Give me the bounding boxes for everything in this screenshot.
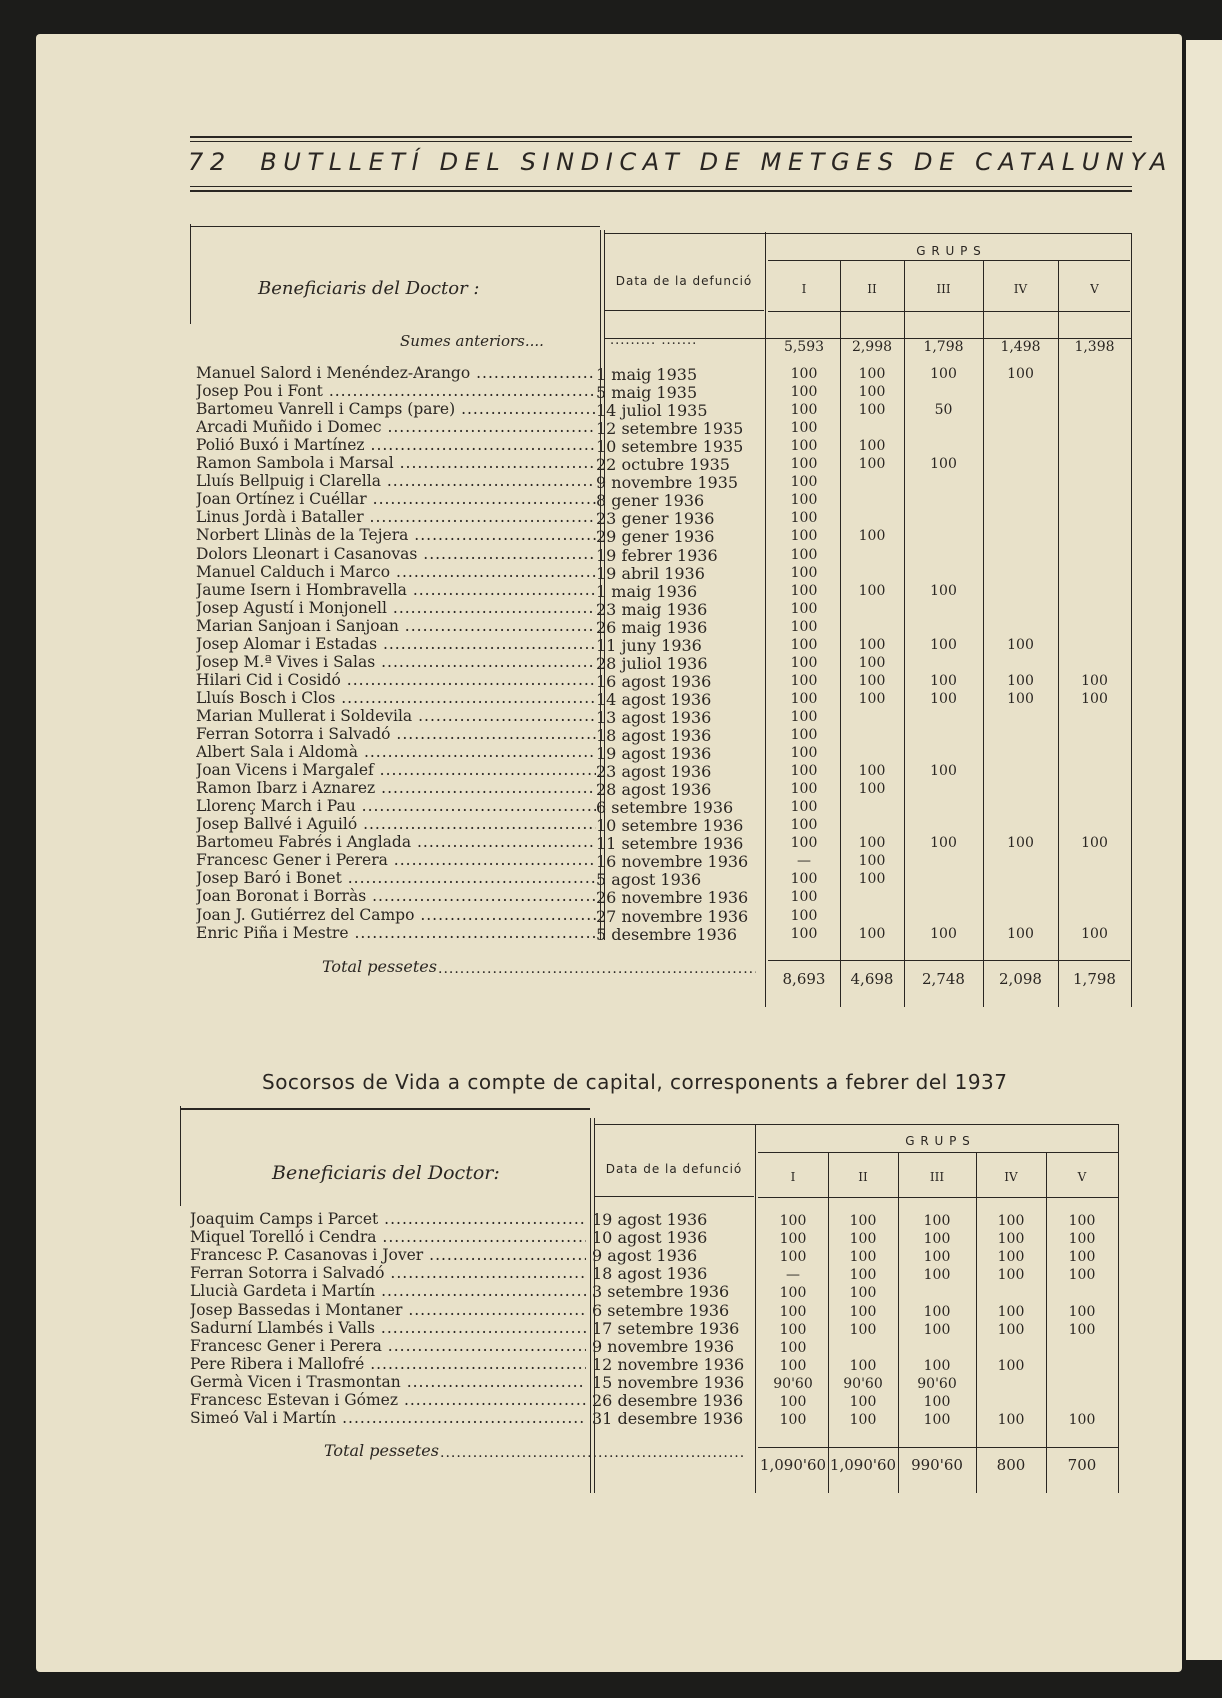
group-header: II — [867, 282, 877, 296]
group-header: I — [801, 282, 807, 296]
death-date: 28 agost 1936 — [596, 780, 712, 800]
group-header: V — [1077, 1170, 1087, 1184]
group-amount: 100 — [790, 763, 818, 780]
beneficiary-name: Llorenç March i Pau ..... — [196, 797, 596, 815]
death-date: 18 agost 1936 — [592, 1264, 708, 1284]
death-date: 14 juliol 1935 — [596, 401, 708, 421]
beneficiary-name: Sadurní Llambés i Valls ..... — [190, 1319, 586, 1337]
group-amount: 100 — [790, 925, 818, 942]
group-amount: 100 — [858, 763, 886, 780]
death-date: 29 gener 1936 — [596, 527, 715, 547]
group-header: II — [858, 1170, 868, 1184]
table1-header-rule — [604, 310, 764, 311]
table2-header-rule — [594, 1196, 754, 1197]
death-date: 13 agost 1936 — [596, 707, 712, 727]
group-amount: 100 — [790, 907, 818, 924]
group-amount: 100 — [930, 636, 957, 653]
group-amount: 100 — [997, 1303, 1025, 1320]
group-amount: 100 — [923, 1303, 951, 1320]
group-amount: 100 — [790, 871, 818, 888]
group-header: V — [1090, 282, 1099, 296]
beneficiary-name: Pere Ribera i Mallofré ..... — [190, 1355, 586, 1373]
death-date: 1 maig 1935 — [596, 365, 698, 384]
beneficiary-name: Ferran Sotorra i Salvadó ..... — [196, 725, 596, 743]
group-header: III — [929, 1170, 945, 1184]
table1-header-rule — [768, 311, 1130, 312]
death-date: 17 setembre 1936 — [592, 1318, 740, 1338]
previous-sum: 5,593 — [783, 339, 825, 355]
group-total: 1,090'60 — [759, 1456, 827, 1474]
death-date: 10 setembre 1936 — [596, 816, 744, 836]
group-header: I — [790, 1170, 796, 1184]
death-date: 19 abril 1936 — [596, 563, 705, 583]
journal-title: BUTLLETÍ DEL SINDICAT DE METGES DE CATALUNYA — [260, 148, 1173, 176]
death-date: 23 agost 1936 — [596, 762, 712, 782]
group-amount: 100 — [923, 1249, 951, 1266]
beneficiary-name: Francesc Gener i Perera ..... — [196, 851, 596, 869]
table1-previous-dots: ......... ....... — [610, 333, 698, 348]
group-amount: 100 — [858, 871, 886, 888]
header-rule-top-thin — [190, 141, 1132, 142]
beneficiary-name: Joan Boronat i Borràs ..... — [196, 887, 596, 905]
group-amount: 100 — [849, 1394, 877, 1410]
group-amount: 100 — [1068, 1321, 1096, 1338]
group-amount: 100 — [930, 456, 957, 473]
death-date: 19 agost 1936 — [592, 1210, 708, 1229]
group-amount: 50 — [934, 402, 953, 419]
table1-top-rule-right — [604, 233, 1132, 234]
table2-total-rule — [758, 1447, 1118, 1448]
death-date: 27 novembre 1936 — [596, 906, 749, 926]
table1-col-rule — [1058, 260, 1059, 1007]
table2-top-rule-right — [594, 1124, 1118, 1125]
group-amount: 100 — [790, 510, 818, 527]
group-amount: 100 — [930, 835, 957, 852]
group-total: 700 — [1067, 1456, 1097, 1474]
death-date: 8 gener 1936 — [596, 491, 705, 511]
group-amount: 100 — [779, 1303, 807, 1320]
table2-total-label: Total pessetes — [324, 1441, 439, 1460]
table1-previous-label: Sumes anteriors.... — [400, 332, 544, 350]
table1-total-label: Total pessetes — [322, 957, 437, 976]
group-amount: 100 — [923, 1267, 951, 1284]
beneficiary-name: Ramon Sambola i Marsal ..... — [196, 454, 596, 472]
group-amount: 100 — [790, 708, 818, 725]
group-total: 800 — [996, 1456, 1026, 1474]
death-date: 10 setembre 1935 — [596, 437, 744, 457]
group-amount: 100 — [790, 690, 818, 707]
group-amount: 100 — [849, 1303, 877, 1320]
death-date: 14 agost 1936 — [596, 689, 712, 709]
death-date: 18 agost 1936 — [596, 726, 712, 745]
beneficiary-name: Lluís Bellpuig i Clarella ..... — [196, 472, 596, 490]
table2-groups-rule — [758, 1152, 1118, 1153]
death-date: 26 novembre 1936 — [596, 888, 749, 908]
table2-total-leader — [440, 1444, 746, 1462]
beneficiary-name: Josep Pou i Font ..... — [196, 382, 596, 400]
beneficiary-name: Manuel Salord i Menéndez-Arango ..... — [196, 364, 596, 382]
beneficiary-name: Ferran Sotorra i Salvadó ..... — [190, 1264, 586, 1282]
group-amount: 100 — [858, 366, 886, 382]
table2-date-header: Data de la defunció — [605, 1162, 743, 1176]
death-date: 31 desembre 1936 — [592, 1409, 744, 1429]
beneficiary-name: Jaume Isern i Hombravella ..... — [196, 581, 596, 599]
death-date: 9 agost 1936 — [592, 1246, 698, 1266]
group-amount: 100 — [849, 1357, 877, 1374]
group-amount: 100 — [1081, 835, 1108, 852]
death-date: 5 desembre 1936 — [596, 924, 737, 944]
group-amount: 100 — [1007, 690, 1034, 707]
death-date: 6 setembre 1936 — [592, 1300, 730, 1320]
group-amount: 100 — [1068, 1231, 1096, 1248]
group-amount: 100 — [923, 1394, 951, 1410]
beneficiary-name: Ramon Ibarz i Aznarez ..... — [196, 779, 596, 797]
beneficiary-name: Llucià Gardeta i Martín ..... — [190, 1282, 586, 1300]
group-amount: 100 — [997, 1213, 1025, 1229]
table1-col-rule — [765, 232, 766, 1007]
previous-sum: 2,998 — [851, 339, 893, 355]
group-amount: 100 — [858, 456, 886, 473]
group-amount: 100 — [790, 799, 818, 816]
beneficiary-name: Simeó Val i Martín ..... — [190, 1409, 586, 1427]
group-amount: 100 — [1081, 672, 1108, 689]
group-amount: 100 — [790, 889, 818, 906]
group-amount: 100 — [849, 1231, 877, 1248]
table1-total-leader — [438, 960, 756, 978]
death-date: 26 maig 1936 — [596, 617, 708, 637]
group-amount: 100 — [930, 763, 957, 780]
death-date: 22 octubre 1935 — [596, 455, 730, 475]
group-total: 1,090'60 — [829, 1456, 897, 1474]
beneficiary-name: Germà Vicen i Trasmontan ..... — [190, 1373, 586, 1391]
previous-sum: 1,398 — [1074, 339, 1115, 355]
running-header — [188, 148, 1173, 176]
beneficiary-name: Joaquim Camps i Parcet ..... — [190, 1210, 586, 1228]
group-amount: 90'60 — [773, 1375, 813, 1392]
table1-groups-header: G R U P S — [916, 244, 982, 258]
group-amount: 100 — [858, 384, 886, 401]
group-amount: 100 — [1068, 1213, 1096, 1229]
beneficiary-name: Norbert Llinàs de la Tejera ..... — [196, 526, 596, 544]
group-amount: 100 — [858, 835, 886, 852]
group-amount: 100 — [1007, 672, 1034, 689]
group-header: IV — [1013, 282, 1028, 296]
group-amount: 90'60 — [917, 1375, 957, 1392]
table1-top-rule — [190, 226, 600, 227]
table1-beneficiaries-label: Beneficiaris del Doctor : — [258, 278, 480, 299]
group-amount: 100 — [997, 1249, 1025, 1266]
beneficiary-name: Albert Sala i Aldomà ..... — [196, 743, 596, 761]
beneficiary-name: Lluís Bosch i Clos ..... — [196, 689, 596, 707]
table1-left-rule — [190, 224, 191, 324]
table2-left-rule — [180, 1106, 181, 1206]
group-amount: 100 — [779, 1231, 807, 1248]
group-amount: 100 — [930, 690, 957, 707]
group-amount: 100 — [790, 384, 818, 401]
group-amount: — — [797, 853, 811, 870]
group-amount: 100 — [779, 1412, 807, 1429]
beneficiary-name: Joan Ortínez i Cuéllar ..... — [196, 490, 596, 508]
group-amount: 100 — [849, 1412, 877, 1429]
group-amount: 100 — [923, 1231, 951, 1248]
group-amount: 100 — [858, 690, 886, 707]
group-amount: 100 — [1068, 1249, 1096, 1266]
group-amount: 100 — [790, 564, 818, 581]
group-amount: 100 — [790, 727, 818, 743]
header-rule-bottom — [190, 190, 1132, 192]
group-amount: 100 — [923, 1357, 951, 1374]
death-date: 23 gener 1936 — [596, 509, 715, 529]
death-date: 23 maig 1936 — [596, 599, 708, 619]
group-amount: 100 — [779, 1339, 807, 1356]
death-date: 12 novembre 1936 — [592, 1354, 745, 1374]
death-date: 5 maig 1935 — [596, 383, 698, 403]
death-date: 10 agost 1936 — [592, 1228, 708, 1248]
death-date: 9 novembre 1936 — [592, 1336, 735, 1356]
group-amount: 100 — [997, 1321, 1025, 1338]
beneficiary-name: Joan J. Gutiérrez del Campo ..... — [196, 906, 596, 924]
death-date: 5 agost 1936 — [596, 870, 702, 890]
section-title: Socorsos de Vida a compte de capital, corresponents a febrer del 1937 — [262, 1070, 1008, 1094]
header-rule-bottom-thin — [190, 186, 1132, 187]
group-amount: 100 — [790, 835, 818, 852]
group-amount: 100 — [790, 474, 818, 491]
group-amount: 100 — [790, 456, 818, 473]
death-date: 16 agost 1936 — [596, 671, 712, 691]
group-amount: 100 — [1007, 835, 1034, 852]
group-amount: 100 — [923, 1412, 951, 1429]
table2-beneficiaries-label: Beneficiaris del Doctor: — [272, 1162, 500, 1184]
group-total: 2,748 — [922, 970, 965, 988]
death-date: 19 agost 1936 — [596, 744, 712, 764]
beneficiary-name: Joan Vicens i Margalef ..... — [196, 761, 596, 779]
death-date: 1 maig 1936 — [596, 581, 698, 601]
group-amount: 100 — [923, 1321, 951, 1338]
facing-page-edge — [1186, 40, 1222, 1660]
beneficiary-name: Dolors Lleonart i Casanovas ..... — [196, 545, 596, 563]
group-amount: 100 — [849, 1285, 877, 1302]
group-amount: 100 — [790, 582, 818, 599]
beneficiary-name: Manuel Calduch i Marco ..... — [196, 563, 596, 581]
group-amount: 100 — [849, 1321, 877, 1338]
beneficiary-name: Josep M.ª Vives i Salas ..... — [196, 653, 596, 671]
previous-sum: 1,798 — [923, 339, 964, 355]
group-amount: 100 — [858, 636, 886, 653]
table2-col-rule — [755, 1124, 756, 1493]
group-amount: 100 — [779, 1357, 807, 1374]
death-date: 19 febrer 1936 — [596, 545, 718, 565]
group-amount: 100 — [930, 672, 957, 689]
group-amount: 100 — [858, 781, 886, 798]
group-amount: 100 — [997, 1357, 1025, 1374]
group-header: IV — [1004, 1170, 1018, 1184]
group-amount: 100 — [1007, 636, 1034, 653]
table2-groups-header: G R U P S — [905, 1134, 971, 1148]
group-amount: 100 — [790, 745, 818, 762]
previous-sum: 1,498 — [1000, 339, 1041, 355]
beneficiary-name: Josep Ballvé i Aguiló ..... — [196, 815, 596, 833]
group-amount: 100 — [930, 925, 957, 942]
beneficiary-name: Josep Baró i Bonet ..... — [196, 869, 596, 887]
group-amount: 100 — [1007, 366, 1034, 382]
group-amount: 100 — [858, 438, 886, 455]
beneficiary-name: Hilari Cid i Cosidó ..... — [196, 671, 596, 689]
group-amount: 100 — [1081, 925, 1108, 942]
table1-total-rule — [768, 960, 1130, 961]
group-amount: 100 — [790, 402, 818, 419]
table2-top-rule — [180, 1108, 590, 1110]
group-amount: 100 — [790, 817, 818, 834]
group-amount: 100 — [997, 1267, 1025, 1284]
group-amount: 100 — [930, 582, 957, 599]
group-total: 8,693 — [782, 970, 826, 988]
beneficiary-name: Arcadi Muñido i Domec ..... — [196, 418, 596, 436]
group-amount: 100 — [790, 600, 818, 617]
death-date: 16 novembre 1936 — [596, 852, 749, 872]
group-amount: 100 — [858, 528, 886, 545]
group-amount: 100 — [858, 402, 886, 419]
group-amount: 100 — [997, 1412, 1025, 1429]
group-amount: 100 — [930, 366, 957, 382]
table2-right-rule — [1118, 1124, 1119, 1493]
beneficiary-name: Marian Mullerat i Soldevila ..... — [196, 707, 596, 725]
group-amount: 100 — [779, 1321, 807, 1338]
beneficiary-name: Josep Agustí i Monjonell ..... — [196, 599, 596, 617]
beneficiary-name: Josep Bassedas i Montaner ..... — [190, 1301, 586, 1319]
table1-date-header: Data de la defunció — [615, 274, 753, 288]
group-amount: 90'60 — [843, 1375, 883, 1392]
group-amount: 100 — [779, 1394, 807, 1410]
death-date: 26 desembre 1936 — [592, 1391, 744, 1410]
group-amount: 100 — [790, 546, 818, 563]
group-amount: 100 — [923, 1213, 951, 1229]
beneficiary-name: Francesc Gener i Perera ..... — [190, 1337, 586, 1355]
death-date: 15 novembre 1936 — [592, 1372, 745, 1392]
group-amount: 100 — [790, 672, 818, 689]
death-date: 6 setembre 1936 — [596, 798, 734, 818]
table2-col-rule — [590, 1118, 591, 1493]
group-amount: 100 — [790, 366, 818, 382]
group-header: III — [936, 282, 951, 296]
death-date: 3 setembre 1936 — [592, 1282, 730, 1302]
death-date: 11 juny 1936 — [596, 635, 702, 655]
group-total: 990'60 — [911, 1456, 963, 1474]
beneficiary-name: Linus Jordà i Bataller ..... — [196, 508, 596, 526]
group-amount: 100 — [790, 654, 818, 671]
group-amount: 100 — [779, 1249, 807, 1266]
group-total: 2,098 — [999, 970, 1042, 988]
group-amount: 100 — [790, 438, 818, 455]
beneficiary-name: Francesc P. Casanovas i Jover ..... — [190, 1246, 586, 1264]
group-amount: 100 — [858, 925, 886, 942]
group-amount: 100 — [1081, 690, 1108, 707]
group-amount: 100 — [849, 1267, 877, 1284]
death-date: 11 setembre 1936 — [596, 834, 744, 854]
group-total: 1,798 — [1073, 970, 1116, 988]
beneficiary-name: Polió Buxó i Martínez ..... — [196, 436, 596, 454]
group-total: 4,698 — [850, 970, 894, 988]
group-amount: 100 — [997, 1231, 1025, 1248]
group-amount: 100 — [790, 781, 818, 798]
group-amount: 100 — [1068, 1412, 1096, 1429]
beneficiary-name: Miquel Torelló i Cendra ..... — [190, 1228, 586, 1246]
group-amount: 100 — [1068, 1303, 1096, 1320]
beneficiary-name: Marian Sanjoan i Sanjoan ..... — [196, 617, 596, 635]
beneficiary-name: Josep Alomar i Estadas ..... — [196, 635, 596, 653]
group-amount: 100 — [779, 1285, 807, 1302]
group-amount: 100 — [849, 1249, 877, 1266]
group-amount: 100 — [779, 1213, 807, 1229]
page-number: 72 — [188, 148, 232, 176]
table2-header-rule — [758, 1197, 1118, 1198]
group-amount: 100 — [1068, 1267, 1096, 1284]
group-amount: 100 — [1007, 925, 1034, 942]
death-date: 9 novembre 1935 — [596, 473, 739, 493]
beneficiary-name: Francesc Estevan i Gómez ..... — [190, 1391, 586, 1409]
group-amount: 100 — [858, 853, 886, 870]
group-amount: 100 — [858, 654, 886, 671]
group-amount: 100 — [790, 636, 818, 653]
beneficiary-name: Bartomeu Vanrell i Camps (pare) ..... — [196, 400, 596, 418]
group-amount: 100 — [790, 492, 818, 509]
death-date: 28 juliol 1936 — [596, 653, 708, 673]
beneficiary-name: Bartomeu Fabrés i Anglada ..... — [196, 833, 596, 851]
header-rule-top — [190, 136, 1132, 138]
group-amount: 100 — [790, 420, 818, 437]
group-amount: 100 — [790, 618, 818, 635]
table1-right-rule — [1131, 233, 1132, 1007]
group-amount: 100 — [790, 528, 818, 545]
group-amount: 100 — [858, 582, 886, 599]
group-amount: 100 — [849, 1213, 877, 1229]
group-amount: 100 — [858, 672, 886, 689]
group-amount: — — [786, 1267, 800, 1284]
table1-groups-rule — [768, 260, 1130, 261]
death-date: 12 setembre 1935 — [596, 419, 744, 439]
beneficiary-name: Enric Piña i Mestre ..... — [196, 924, 596, 942]
